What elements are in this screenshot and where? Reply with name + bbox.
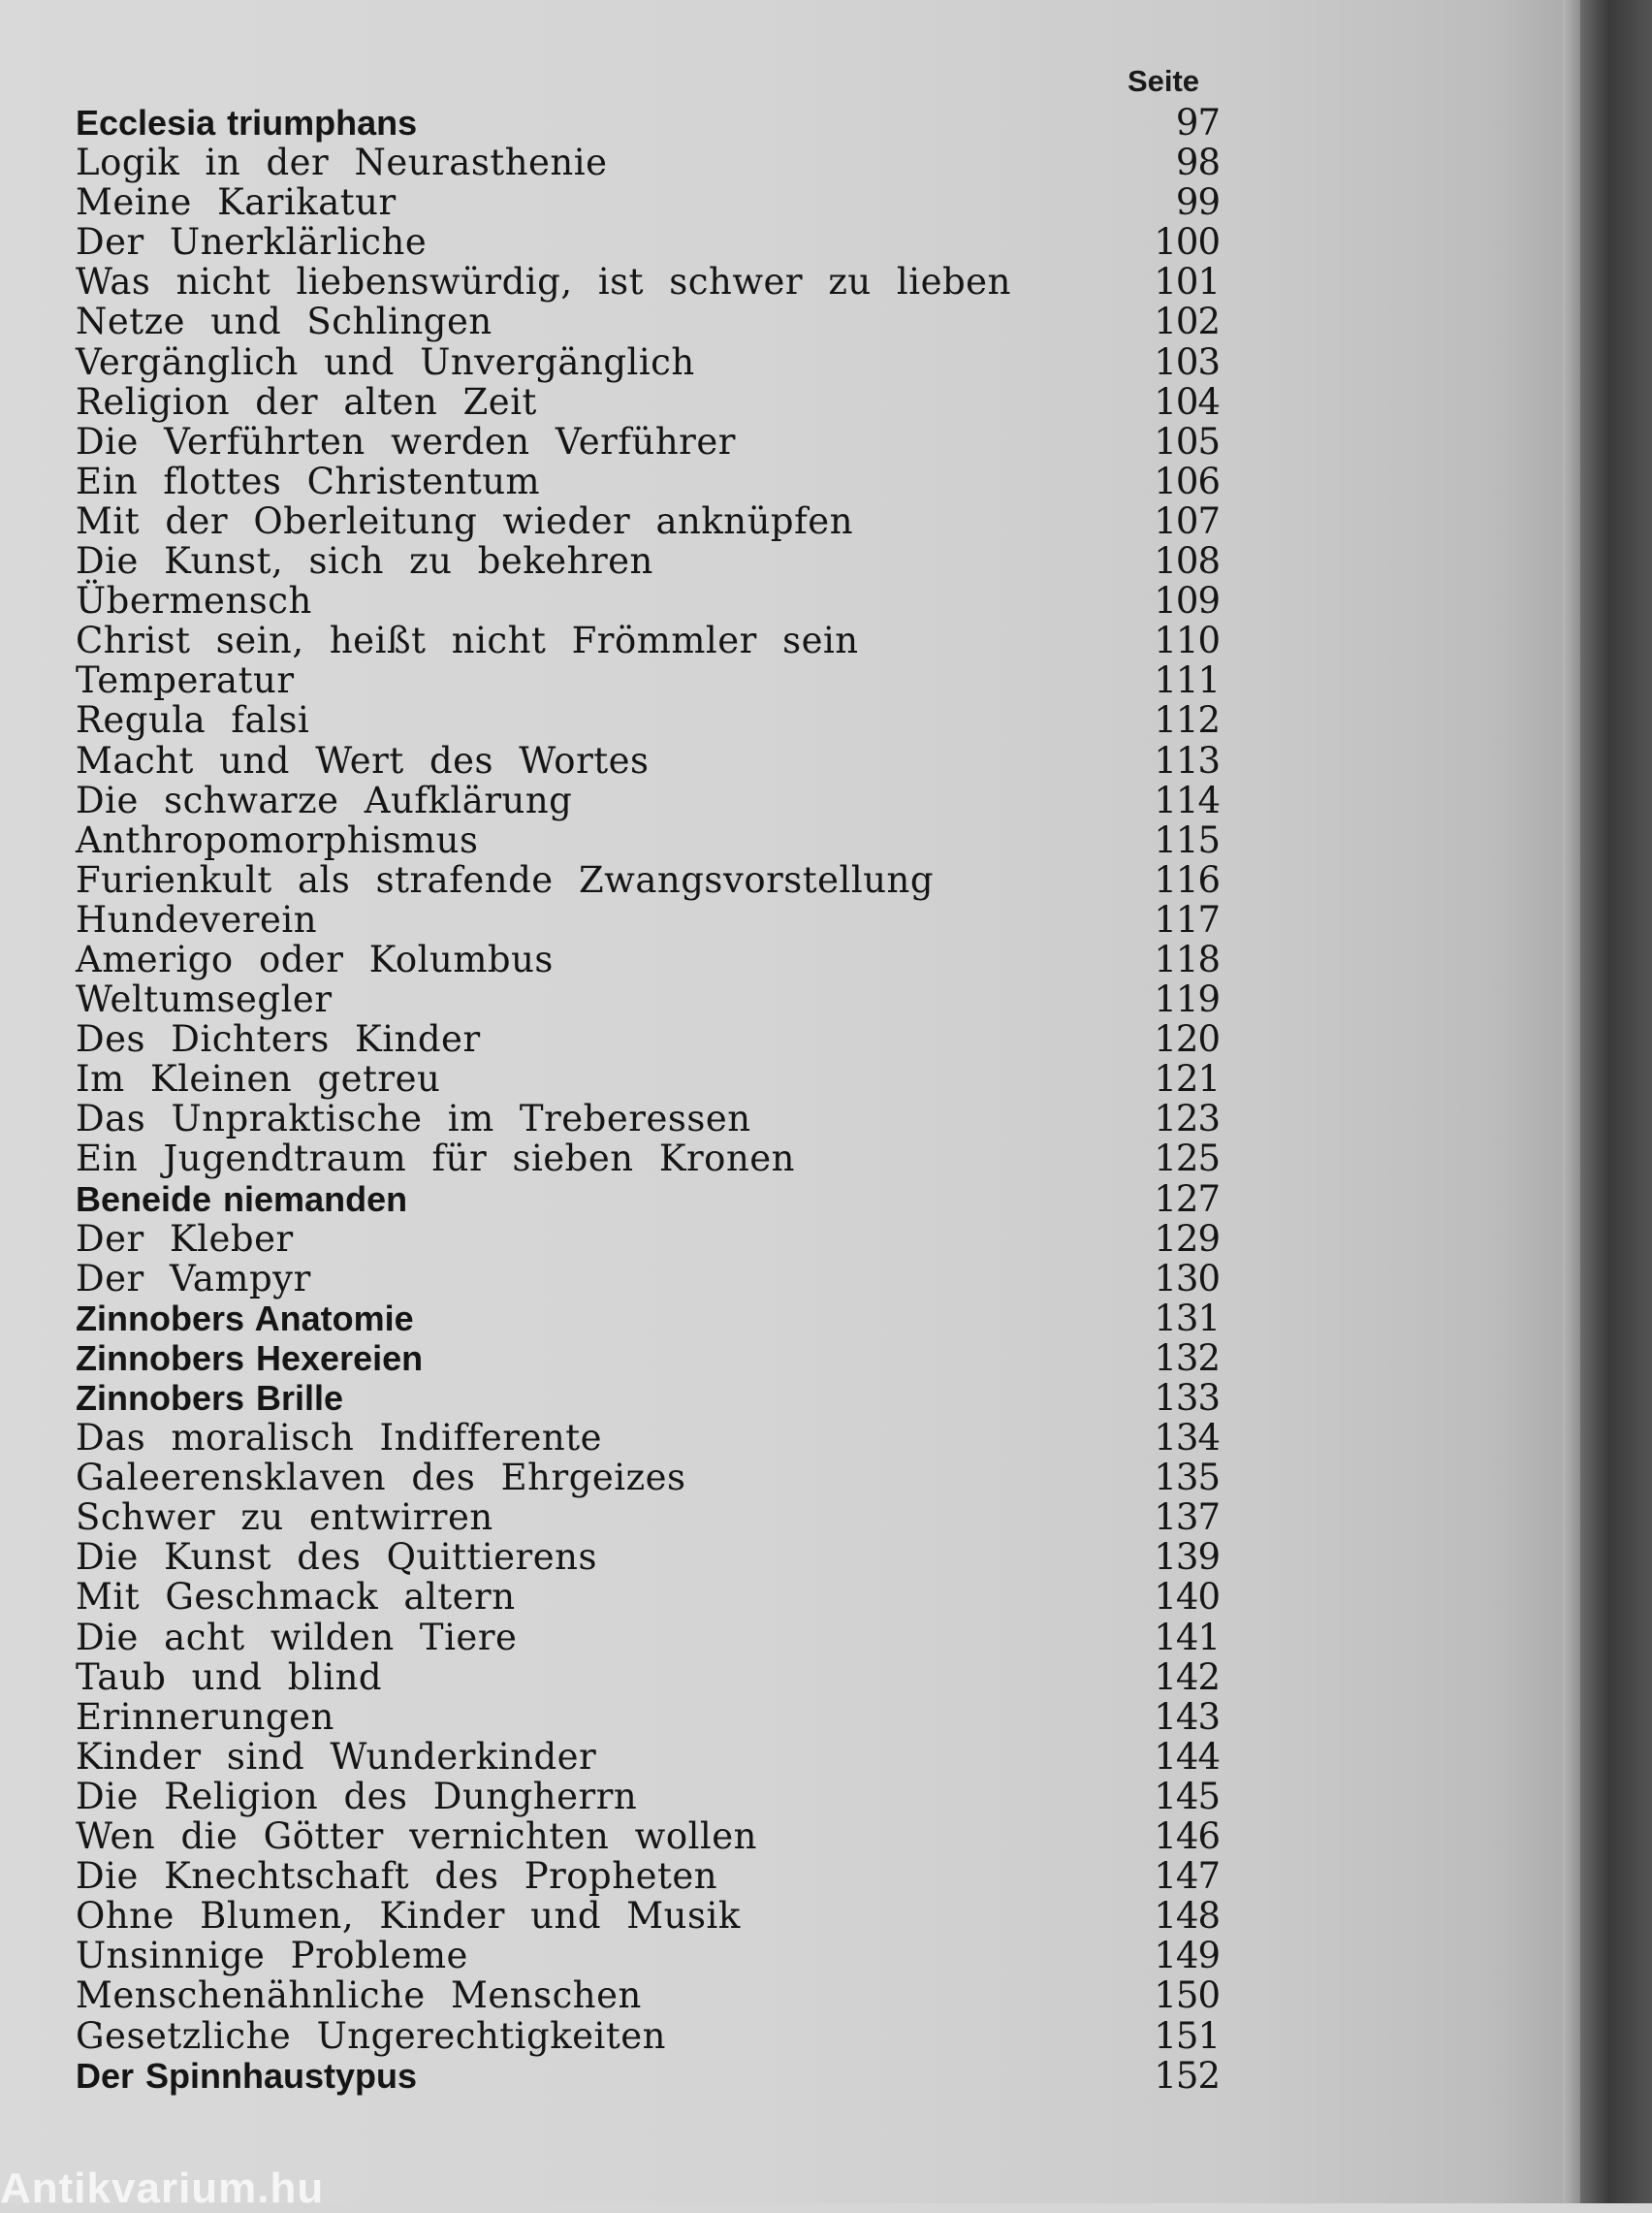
toc-entry-page-number: 97 — [1175, 102, 1220, 144]
toc-entry-page-number: 144 — [1154, 1735, 1220, 1778]
toc-entry-title: Mit der Oberleitung wieder anknüpfen — [76, 499, 854, 542]
toc-entry — [76, 2016, 1220, 2056]
toc-entry-title: Ein Jugendtraum für sieben Kronen — [76, 1138, 796, 1180]
toc-entry — [76, 1896, 1220, 1936]
toc-entry — [76, 781, 1220, 820]
toc-entry-title: Menschenähnliche Menschen — [76, 1974, 642, 2017]
toc-entry — [76, 222, 1220, 262]
toc-entry-title: Erinnerungen — [76, 1695, 334, 1738]
toc-entry-title: Zinnobers Hexereien — [76, 1337, 424, 1378]
toc-entry — [76, 1099, 1220, 1139]
toc-entry-page-number: 120 — [1154, 1018, 1220, 1061]
toc-entry-title: Das moralisch Indifferente — [76, 1417, 602, 1459]
toc-entry — [76, 1259, 1220, 1299]
toc-entry-page-number: 115 — [1154, 818, 1220, 861]
toc-entry-title: Beneide niemanden — [76, 1178, 408, 1219]
toc-entry-title: Kinder sind Wunderkinder — [76, 1735, 597, 1778]
toc-entry — [76, 1219, 1220, 1259]
toc-entry — [76, 1737, 1220, 1777]
toc-entry-title: Die Kunst des Quittierens — [76, 1536, 597, 1579]
toc-entry-page-number: 118 — [1154, 938, 1220, 980]
toc-entry-page-number: 133 — [1154, 1377, 1220, 1419]
toc-entry — [76, 182, 1220, 222]
toc-entry — [76, 422, 1220, 462]
toc-entry — [76, 1497, 1220, 1537]
toc-entry-title: Gesetzliche Ungerechtigkeiten — [76, 2014, 666, 2057]
toc-entry — [76, 1299, 1220, 1338]
toc-entry — [76, 1338, 1220, 1378]
toc-entry-page-number: 106 — [1154, 460, 1220, 502]
toc-entry-title: Was nicht liebenswürdig, ist schwer zu lieben — [76, 261, 1011, 304]
toc-entry-title: Furienkult als strafende Zwangsvorstellung — [76, 858, 935, 901]
toc-entry-title: Regula falsi — [76, 699, 310, 742]
watermark: Antikvarium.hu — [0, 2165, 325, 2212]
toc-entry-title: Im Kleinen getreu — [76, 1058, 441, 1101]
toc-entry — [76, 1179, 1220, 1219]
toc-entry-title: Christ sein, heißt nicht Frömmler sein — [76, 620, 859, 662]
toc-entry — [76, 1975, 1220, 2015]
toc-entry — [76, 1059, 1220, 1099]
toc-entry-page-number: 134 — [1154, 1417, 1220, 1459]
toc-entry-title: Das Unpraktische im Treberessen — [76, 1098, 751, 1140]
toc-entry — [76, 1458, 1220, 1497]
toc-entry-page-number: 101 — [1154, 261, 1220, 304]
toc-entry-title: Ohne Blumen, Kinder und Musik — [76, 1895, 741, 1938]
toc-entry-title: Des Dichters Kinder — [76, 1018, 481, 1061]
toc-entry-title: Religion der alten Zeit — [76, 380, 537, 423]
toc-entry-page-number: 98 — [1175, 142, 1220, 184]
toc-entry — [76, 1139, 1220, 1178]
toc-entry-title: Der Kleber — [76, 1217, 294, 1260]
toc-entry-title: Die Verführten werden Verführer — [76, 420, 736, 463]
toc-entry-title: Wen die Götter vernichten wollen — [76, 1815, 757, 1858]
toc-entry-title: Temperatur — [76, 659, 295, 702]
toc-entry — [76, 541, 1220, 581]
toc-entry-title: Mit Geschmack altern — [76, 1576, 516, 1619]
toc-entry-page-number: 111 — [1154, 659, 1220, 702]
toc-entry-page-number: 147 — [1154, 1855, 1220, 1898]
toc-entry — [76, 501, 1220, 541]
toc-entry-page-number: 108 — [1154, 540, 1220, 583]
toc-entry-page-number: 116 — [1154, 858, 1220, 901]
toc-entry-title: Hundeverein — [76, 898, 318, 941]
toc-entry-title: Die Knechtschaft des Propheten — [76, 1855, 718, 1898]
toc-entry — [76, 1019, 1220, 1059]
toc-entry-page-number: 121 — [1154, 1058, 1220, 1101]
toc-entry-title: Galeerensklaven des Ehrgeizes — [76, 1457, 686, 1499]
toc-entry — [76, 302, 1220, 341]
toc-entry-page-number: 146 — [1154, 1815, 1220, 1858]
toc-entry — [76, 1936, 1220, 1975]
toc-entry-page-number: 130 — [1154, 1257, 1220, 1299]
toc-entry-title: Meine Karikatur — [76, 181, 397, 224]
toc-entry — [76, 621, 1220, 660]
toc-entry — [76, 342, 1220, 382]
toc-entry — [76, 820, 1220, 860]
table-of-contents — [76, 103, 1220, 2096]
toc-entry — [76, 1697, 1220, 1737]
toc-entry-title: Die schwarze Aufklärung — [76, 779, 573, 821]
toc-entry — [76, 1856, 1220, 1896]
toc-entry — [76, 660, 1220, 700]
toc-entry-title: Taub und blind — [76, 1655, 383, 1698]
toc-entry-page-number: 125 — [1154, 1138, 1220, 1180]
toc-entry-title: Die acht wilden Tiere — [76, 1616, 518, 1658]
toc-entry-page-number: 99 — [1175, 181, 1220, 224]
toc-entry-title: Weltumsegler — [76, 978, 333, 1021]
toc-entry-page-number: 129 — [1154, 1217, 1220, 1260]
toc-entry — [76, 979, 1220, 1019]
toc-entry-page-number: 107 — [1154, 499, 1220, 542]
toc-entry-title: Ecclesia triumphans — [76, 103, 418, 143]
toc-entry — [76, 741, 1220, 781]
toc-entry — [76, 1657, 1220, 1697]
toc-entry-page-number: 109 — [1154, 580, 1220, 623]
toc-entry-page-number: 150 — [1154, 1974, 1220, 2017]
toc-entry-page-number: 105 — [1154, 420, 1220, 463]
toc-entry-page-number: 102 — [1154, 301, 1220, 343]
toc-entry-title: Ein flottes Christentum — [76, 460, 541, 502]
toc-entry-page-number: 112 — [1154, 699, 1220, 742]
toc-entry-title: Anthropomorphismus — [76, 818, 479, 861]
page-column-header: Seite — [1127, 64, 1200, 98]
toc-entry-page-number: 143 — [1154, 1695, 1220, 1738]
toc-entry-title: Logik in der Neurasthenie — [76, 142, 608, 184]
toc-entry-page-number: 117 — [1154, 898, 1220, 941]
toc-entry-page-number: 148 — [1154, 1895, 1220, 1938]
toc-entry — [76, 262, 1220, 302]
toc-entry-page-number: 132 — [1154, 1336, 1220, 1379]
toc-entry-page-number: 137 — [1154, 1496, 1220, 1539]
toc-entry — [76, 103, 1220, 143]
toc-entry-title: Vergänglich und Unvergänglich — [76, 340, 695, 383]
toc-entry — [76, 700, 1220, 740]
toc-entry — [76, 2056, 1220, 2096]
toc-entry-page-number: 139 — [1154, 1536, 1220, 1579]
toc-entry-page-number: 104 — [1154, 380, 1220, 423]
toc-entry — [76, 462, 1220, 501]
toc-entry-page-number: 127 — [1154, 1177, 1220, 1220]
toc-entry — [76, 1618, 1220, 1657]
toc-entry — [76, 900, 1220, 940]
toc-entry-page-number: 119 — [1154, 978, 1220, 1021]
toc-entry-title: Netze und Schlingen — [76, 301, 492, 343]
toc-entry-title: Die Religion des Dungherrn — [76, 1775, 638, 1817]
toc-entry — [76, 860, 1220, 900]
toc-entry-title: Unsinnige Probleme — [76, 1935, 468, 1977]
toc-entry-page-number: 149 — [1154, 1935, 1220, 1977]
toc-entry-page-number: 103 — [1154, 340, 1220, 383]
toc-entry-page-number: 145 — [1154, 1775, 1220, 1817]
toc-entry-page-number: 151 — [1154, 2014, 1220, 2057]
toc-entry-title: Zinnobers Anatomie — [76, 1298, 414, 1338]
toc-entry — [76, 581, 1220, 621]
toc-entry-page-number: 142 — [1154, 1655, 1220, 1698]
toc-entry — [76, 143, 1220, 182]
toc-entry-page-number: 100 — [1154, 221, 1220, 264]
toc-entry-title: Der Vampyr — [76, 1257, 311, 1299]
toc-entry — [76, 382, 1220, 422]
toc-entry-title: Der Unerklärliche — [76, 221, 428, 264]
book-spine — [1580, 0, 1652, 2203]
toc-entry — [76, 1577, 1220, 1617]
toc-entry-title: Zinnobers Brille — [76, 1378, 344, 1418]
toc-entry-page-number: 140 — [1154, 1576, 1220, 1619]
toc-entry-title: Schwer zu entwirren — [76, 1496, 493, 1539]
toc-entry-title: Der Spinnhaustypus — [76, 2055, 418, 2096]
toc-entry-page-number: 141 — [1154, 1616, 1220, 1658]
toc-entry-page-number: 110 — [1154, 620, 1220, 662]
toc-entry — [76, 1537, 1220, 1577]
page-edge — [1563, 0, 1580, 2203]
toc-entry — [76, 1777, 1220, 1816]
toc-entry-page-number: 123 — [1154, 1098, 1220, 1140]
toc-entry-page-number: 131 — [1154, 1297, 1220, 1339]
toc-entry-title: Amerigo oder Kolumbus — [76, 938, 554, 980]
toc-entry-page-number: 135 — [1154, 1457, 1220, 1499]
toc-entry-page-number: 152 — [1154, 2054, 1220, 2097]
toc-entry-page-number: 114 — [1154, 779, 1220, 821]
toc-entry — [76, 1816, 1220, 1856]
toc-entry-title: Macht und Wert des Wortes — [76, 739, 650, 782]
toc-entry-title: Die Kunst, sich zu bekehren — [76, 540, 653, 583]
toc-entry — [76, 940, 1220, 979]
toc-entry — [76, 1378, 1220, 1418]
toc-entry — [76, 1418, 1220, 1458]
toc-entry-title: Übermensch — [76, 580, 312, 623]
toc-entry-page-number: 113 — [1154, 739, 1220, 782]
